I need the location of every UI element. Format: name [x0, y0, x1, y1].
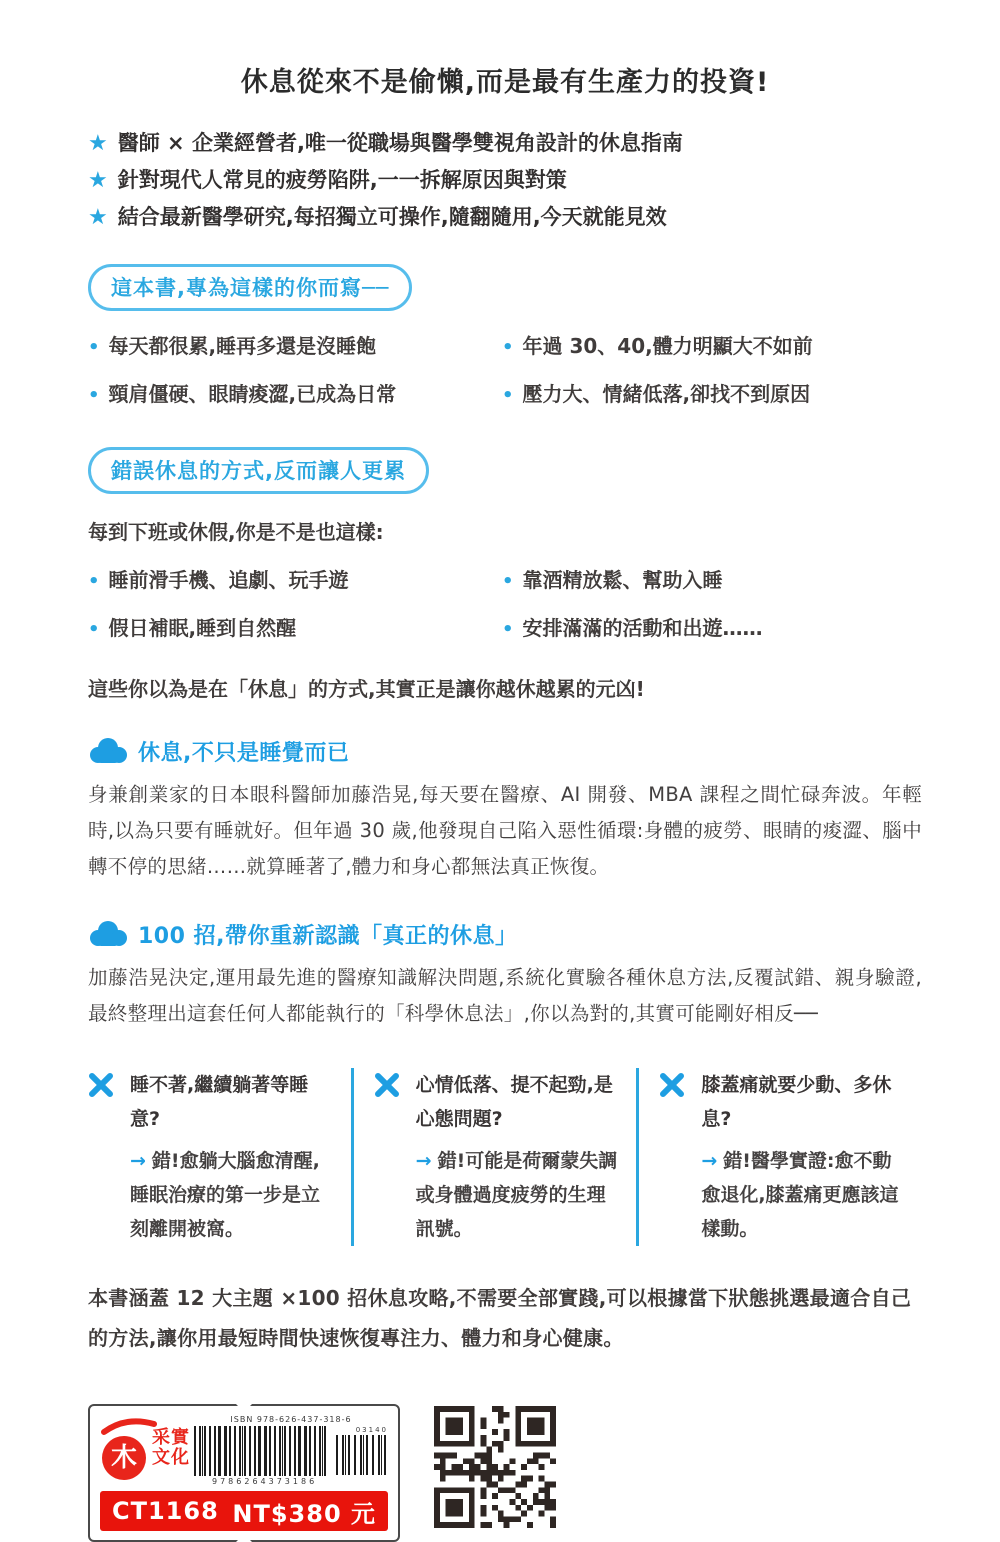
bullet-item	[502, 557, 763, 605]
star-icon: ★	[88, 131, 108, 156]
bullet-column-left	[88, 557, 502, 653]
section-heading-text: 休息,不只是睡覺而已	[138, 741, 350, 766]
arrow-right-icon: →	[415, 1150, 432, 1172]
publisher-swoosh-icon	[100, 1416, 158, 1436]
myth-answer-text: 錯!可能是荷爾蒙失調或身體過度疲勞的生理訊號。	[415, 1150, 618, 1240]
bullet-icon: •	[88, 337, 100, 358]
bullet-icon: •	[88, 619, 100, 640]
bullet-item	[88, 371, 502, 419]
price-bar	[100, 1491, 388, 1531]
barcode-addon-code: 03140	[355, 1426, 388, 1434]
bullet-icon: •	[502, 337, 514, 358]
star-icon: ★	[88, 168, 108, 193]
bullet-item	[88, 605, 502, 653]
bullet-column-left	[88, 323, 502, 419]
publisher-logo-mark: 木	[102, 1436, 146, 1480]
publisher-name-line2: 文化	[152, 1447, 190, 1468]
myth-columns	[88, 1068, 922, 1246]
barcode-block	[194, 1414, 388, 1486]
barcode-bars	[194, 1426, 326, 1476]
barcode-addon	[336, 1426, 388, 1476]
x-icon	[374, 1072, 400, 1098]
bullet-icon: •	[502, 619, 514, 640]
bullet-text: 年過 30、40,體力明顯大不如前	[522, 334, 813, 358]
for-you-bullets	[88, 323, 922, 419]
bullet-text: 安排滿滿的活動和出遊……	[522, 616, 763, 640]
not-just-sleep-paragraph: 身兼創業家的日本眼科醫師加藤浩晃,每天要在醫療、AI 開發、MBA 課程之間忙碌奔波。年輕時,以為只要有睡就好。但年過 30 歲,他發現自己陷入惡性循環:身體的疲勞、眼睛的痠澀、腦中轉不停的思緒……就算睡著了,體力和身心都無法真正恢復。	[88, 783, 922, 878]
bullet-icon: •	[88, 385, 100, 406]
arrow-right-icon: →	[130, 1150, 146, 1172]
myth-answer-text: 錯!愈躺大腦愈清醒,睡眠治療的第一步是立刻離開被窩。	[130, 1150, 321, 1240]
x-icon	[659, 1072, 685, 1098]
publisher-logo	[100, 1414, 194, 1486]
price: NT$380 元	[232, 1499, 376, 1528]
section-header-wrong-rest: 錯誤休息的方式,反而讓人更累	[88, 447, 429, 494]
highlight-item	[88, 125, 922, 162]
myth-column	[351, 1068, 637, 1246]
bullet-column-right	[502, 323, 813, 419]
qr-code	[434, 1404, 556, 1532]
bullet-text: 頸肩僵硬、眼睛痠澀,已成為日常	[108, 382, 397, 406]
bullet-column-right	[502, 557, 763, 653]
closing-paragraph: 本書涵蓋 12 大主題 ×100 招休息攻略,不需要全部實踐,可以根據當下狀態挑選最適合自己的方法,讓你用最短時間快速恢復專注力、體力和身心健康。	[88, 1286, 912, 1350]
sticker-notch	[236, 1404, 252, 1412]
publisher-name	[152, 1428, 190, 1468]
wrong-rest-intro: 每到下班或休假,你是不是也這樣:	[88, 520, 384, 544]
footer	[88, 1404, 922, 1542]
isbn-text: ISBN 978-626-437-318-6	[230, 1415, 352, 1424]
myth-column	[636, 1068, 922, 1246]
qr-code-image	[434, 1406, 556, 1528]
star-icon: ★	[88, 205, 108, 230]
publisher-name-line1: 采實	[152, 1427, 190, 1448]
bullet-text: 假日補眠,睡到自然醒	[108, 616, 297, 640]
cloud-icon	[88, 738, 128, 765]
bullet-icon: •	[88, 571, 100, 592]
myth-question-text: 膝蓋痛就要少動、多休息?	[701, 1074, 892, 1130]
bullet-text: 靠酒精放鬆、幫助入睡	[522, 568, 723, 592]
myth-answer	[374, 1144, 621, 1246]
headline: 休息從來不是偷懶,而是最有生產力的投資!	[240, 67, 770, 98]
highlight-text: 針對現代人常見的疲勞陷阱,一一拆解原因與對策	[117, 168, 567, 192]
bullet-text: 睡前滑手機、追劇、玩手遊	[108, 568, 349, 592]
section-header-for-you: 這本書,專為這樣的你而寫──	[88, 264, 412, 311]
price-sticker	[88, 1404, 400, 1542]
myth-answer-text: 錯!醫學實證:愈不動愈退化,膝蓋痛更應該這樣動。	[701, 1150, 899, 1240]
myth-question-text: 睡不著,繼續躺著等睡意?	[130, 1074, 309, 1130]
myth-question	[88, 1068, 335, 1136]
myth-question	[374, 1068, 621, 1136]
bullet-item	[88, 323, 502, 371]
sticker-top-row	[100, 1414, 388, 1486]
x-icon	[88, 1072, 114, 1098]
highlight-text: 結合最新醫學研究,每招獨立可操作,隨翻隨用,今天就能見效	[117, 205, 667, 229]
highlight-list	[88, 125, 922, 236]
highlight-item	[88, 162, 922, 199]
bullet-text: 壓力大、情緒低落,卻找不到原因	[522, 382, 811, 406]
wrong-rest-conclusion: 這些你以為是在「休息」的方式,其實正是讓你越休越累的元凶!	[88, 677, 645, 701]
myth-question	[659, 1068, 906, 1136]
barcode-addon-bars	[336, 1435, 388, 1475]
bullet-item	[502, 323, 813, 371]
arrow-right-icon: →	[701, 1150, 718, 1172]
myth-answer	[88, 1144, 335, 1246]
bullet-icon: •	[502, 571, 514, 592]
barcode-digits: 9786264373186	[212, 1477, 318, 1486]
myth-answer	[659, 1144, 906, 1246]
barcode	[194, 1426, 388, 1476]
product-code: CT1168	[112, 1497, 219, 1525]
myth-column	[88, 1068, 351, 1246]
highlight-text: 醫師 × 企業經營者,唯一從職場與醫學雙視角設計的休息指南	[117, 131, 683, 155]
bullet-item	[502, 371, 813, 419]
wrong-rest-bullets	[88, 557, 922, 653]
cloud-icon	[88, 921, 128, 948]
bullet-icon: •	[502, 385, 514, 406]
bullet-text: 每天都很累,睡再多還是沒睡飽	[108, 334, 377, 358]
section-heading-100-tips	[88, 919, 922, 950]
100-tips-paragraph: 加藤浩晃決定,運用最先進的醫療知識解決問題,系統化實驗各種休息方法,反覆試錯、親身驗證,最終整理出這套任何人都能執行的「科學休息法」,你以為對的,其實可能剛好相反──	[88, 966, 922, 1025]
sticker-notch	[236, 1534, 252, 1542]
highlight-item	[88, 199, 922, 236]
myth-question-text: 心情低落、提不起勁,是心態問題?	[415, 1074, 613, 1130]
bullet-item	[502, 605, 763, 653]
section-heading-text: 100 招,帶你重新認識「真正的休息」	[138, 924, 518, 949]
bullet-item	[88, 557, 502, 605]
section-heading-not-just-sleep	[88, 736, 922, 767]
